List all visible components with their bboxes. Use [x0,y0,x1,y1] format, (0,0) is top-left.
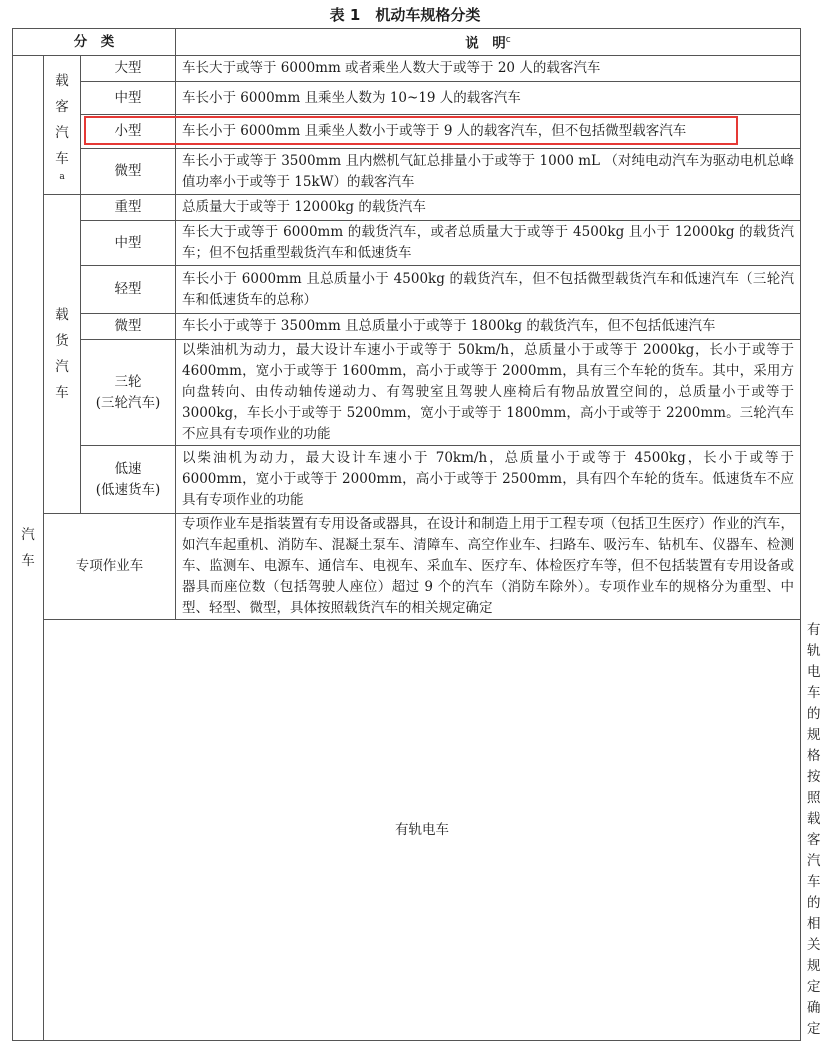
desc-cell: 以柴油机为动力，最大设计车速小于 70km/h，总质量小于或等于 4500kg，长小于或等于 6000mm，宽小于或等于 2000mm，高小于或等于 2500mm，具有四个车轮的货车。低速货车不应具有专项作业的功能 [176,446,801,514]
type-label: 三轮 [114,373,142,390]
desc-cell: 车长大于或等于 6000mm 的载货汽车，或者总质量大于或等于 4500kg 且小于 12000kg 的载货汽车；但不包括重型载货汽车和低速货车 [176,221,801,266]
desc-cell: 车长小于或等于 3500mm 且内燃机气缸总排量小于或等于 1000 mL （对纯电动汽车为驱动电机总峰值功率小于或等于 15kW）的载客汽车 [176,149,801,195]
desc-cell: 总质量大于或等于 12000kg 的载货汽车 [176,195,801,221]
table-row [13,221,801,266]
type-cell: 重型 [81,195,176,221]
desc-cell: 车长小于或等于 3500mm 且总质量小于或等于 1800kg 的载货汽车，但不包括低速汽车 [176,314,801,340]
type-sublabel: (低速货车) [95,481,161,498]
table-row [13,446,801,514]
type-cell: 小型 [81,115,176,149]
table-row [13,115,801,149]
group-passenger [44,56,81,195]
table-header-row [13,29,801,56]
group-passenger-label: 载 客 汽 车 [55,73,69,167]
table-title: 表 1 机动车规格分类 [329,6,481,24]
table-row [13,314,801,340]
type-cell [81,446,176,514]
vehicle-spec-table [12,28,821,1041]
type-cell: 微型 [81,149,176,195]
table-row: 有轨电车 有轨电车的规格按照载客汽车的相关规定确定 [13,620,801,1041]
table-row [13,56,801,82]
table-row [13,514,801,620]
type-cell: 中型 [81,221,176,266]
table-row [13,266,801,314]
group-passenger-note: a [59,172,65,182]
group-special: 专项作业车 [44,514,176,620]
desc-cell: 车长小于 6000mm 且乘坐人数小于或等于 9 人的载客汽车，但不包括微型载客汽车 [176,115,801,149]
desc-cell: 专项作业车是指装置有专用设备或器具，在设计和制造上用于工程专项（包括卫生医疗）作业的汽车，如汽车起重机、消防车、混凝土泵车、清障车、高空作业车、扫路车、吸污车、钻机车、仪器车、检测车、监测车、电源车、通信车、电视车、采血车、医疗车、体检医疗车等，但不包括装置有专用设备或器具而座位数（包括驾驶人座位）超过 9 个的汽车（消防车除外）。专项作业车的规格分为重型、中型、轻型、微型，具体按照载货汽车的相关规定确定 [176,514,801,620]
header-description-label: 说 明 [465,35,506,52]
type-cell: 微型 [81,314,176,340]
type-label: 低速 [114,460,142,477]
type-cell [81,340,176,446]
type-cell: 轻型 [81,266,176,314]
table-row [13,340,801,446]
table-row [13,82,801,115]
type-cell: 中型 [81,82,176,115]
table-row [13,149,801,195]
table-row [13,195,801,221]
header-description [176,29,801,56]
desc-cell: 车长大于或等于 6000mm 或者乘坐人数大于或等于 20 人的载客汽车 [176,56,801,82]
group-cargo: 载 货 汽 车 [44,195,81,514]
header-category: 分 类 [13,29,176,56]
group-car: 汽 车 [13,56,44,1041]
type-cell: 大型 [81,56,176,82]
group-tram: 有轨电车 [44,620,801,1041]
header-note: c [505,34,511,45]
desc-cell: 以柴油机为动力，最大设计车速小于或等于 50km/h，总质量小于或等于 2000kg，长小于或等于 4600mm，宽小于或等于 1600mm，高小于或等于 2000mm，具有三个车轮的货车。其中，采用方向盘转向、由传动轴传递动力、有驾驶室且驾驶人座椅后有物品放置空间的，总质量小于或等于 3000kg，车长小于或等于 5200mm，宽小于或等于 1800mm，高小于或等于 2200mm。三轮汽车不应具有专项作业的功能 [176,340,801,446]
desc-cell: 车长小于 6000mm 且总质量小于 4500kg 的载货汽车，但不包括微型载货汽车和低速汽车（三轮汽车和低速货车的总称） [176,266,801,314]
type-sublabel: (三轮汽车) [95,394,161,411]
desc-cell: 车长小于 6000mm 且乘坐人数为 10~19 人的载客汽车 [176,82,801,115]
